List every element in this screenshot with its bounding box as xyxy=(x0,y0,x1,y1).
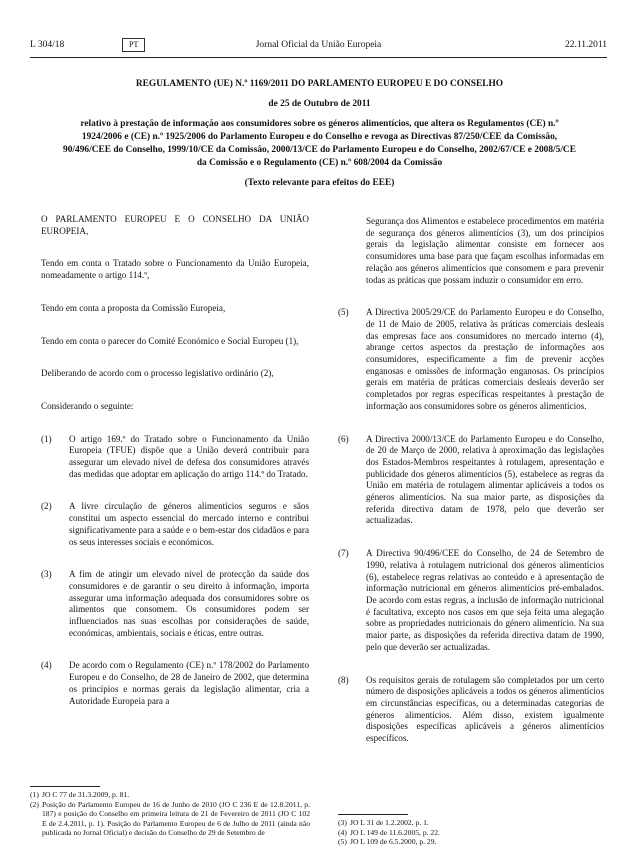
right-footnotes xyxy=(338,818,604,847)
footnote-key: (1) xyxy=(30,790,39,799)
footnote xyxy=(30,800,310,838)
recital-text: Os requisitos gerais de rotulagem são completados por um certo número de disposições aplicáveis a todos os géneros alimentícios em circunstâncias específicas, ou a determinadas categorias de géneros alimentícios. Além disso, existem igualmente disposições específicas aplicáveis a géneros alimentícios específicos. xyxy=(366,674,604,744)
citation-proposal: Tendo em conta a proposta da Comissão Europeia, xyxy=(41,302,226,313)
recital-item xyxy=(338,307,604,412)
page-header xyxy=(30,40,607,54)
recital-text: O artigo 169.º do Tratado sobre o Funcionamento da União Europeia (TFUE) dispõe que a União deverá contribuir para assegurar um elevado nível de defesa dos consumidores através das medidas que adoptar em aplicação do artigo 114.º do Tratado. xyxy=(69,433,309,479)
recital-number: (5) xyxy=(338,307,349,318)
header-rule xyxy=(30,57,607,58)
publication-date: 22.11.2011 xyxy=(564,40,607,50)
recital-text: A Directiva 2005/29/CE do Parlamento Europeu e do Conselho, de 11 de Maio de 2005, relativa às práticas comerciais desleais das empresas face aos consumidores no mercado interno (4), abrange certos aspectos da prestação de informações aos consumidores, especificamente a fim de prevenir acções enganosas e omissões de informação enganosas. Os princípios gerais em matéria de práticas comerciais desleais deverão ser completados por regras específicas respeitantes à prestação de informação aos consumidores sobre os géneros alimentícios. xyxy=(366,307,604,411)
recital-text: A fim de atingir um elevado nível de protecção da saúde dos consumidores e de garantir o seu direito à informação, importa assegurar uma informação adequada dos consumidores sobre os alimentos que consomem. Os consumidores podem ser influenciados nas suas escolhas por considerações de saúde, económicas, ambientais, sociais e éticas, entre outras. xyxy=(69,569,309,638)
left-footnotes xyxy=(30,790,310,838)
regulation-title-block xyxy=(60,78,579,197)
eea-relevance: (Texto relevante para efeitos do EEE) xyxy=(244,178,395,188)
recital-item xyxy=(41,434,309,481)
recital-item xyxy=(338,675,604,745)
language-badge: PT xyxy=(122,38,145,52)
footnote-key: (4) xyxy=(338,827,347,837)
footnote-text: JO L 109 de 6.5.2000, p. 29. xyxy=(350,837,437,846)
footnote-key: (3) xyxy=(338,818,347,827)
recital-item xyxy=(41,501,309,548)
citation-opinion: Tendo em conta o parecer do Comité Económico e Social Europeu (1), xyxy=(41,335,299,346)
regulation-subject: relativo à prestação de informação aos consumidores sobre os géneros alimentícios, que altera os Regulamentos (CE) n.º 1924/2006 e (CE) n.º 1925/2006 do Parlamento Europeu e do Conselho e revoga as Directivas 87/250/CEE da Comissão, 90/496/CEE do Conselho, 1999/10/CE da Comissão, 2000/13/CE do Parlamento Europeu e do Conselho, 2002/67/CE e 2008/5/CE da Comissão e o Regulamento (CE) n.º 608/2004 da Comissão xyxy=(63,119,576,168)
footnote xyxy=(30,790,310,800)
footnote-text: Posição do Parlamento Europeu de 16 de Junho de 2010 (JO C 236 E de 12.8.2011, p. 187) e posição do Conselho em primeira leitura de 21 de Fevereiro de 2011 (JO C 102 E de 2.4.2011, p. 1). Posição do Parlamento Europeu de 6 de Julho de 2011 (ainda não publicada no Jornal Oficial) e decisão do Conselho de 29 de Setembro de xyxy=(42,799,310,837)
footnote xyxy=(338,818,604,828)
recital-continuation: Segurança dos Alimentos e estabelece procedimentos em matéria de segurança dos géneros alimentícios (3), um dos princípios gerais da legislação alimentar consiste em fornecer aos consumidores uma base para que façam escolhas informadas em relação aos géneros alimentícios que consomem e para prevenir todas as práticas que possam induzir o consumidor em erro. xyxy=(366,216,604,285)
recital-text: A livre circulação de géneros alimentícios seguros e sãos constitui um aspecto essencial do mercado interno e contribui significativamente para a saúde e o bem-estar dos cidadãos e para os seus interesses sociais e económicos. xyxy=(69,501,309,547)
citation-procedure: Deliberando de acordo com o processo legislativo ordinário (2), xyxy=(41,368,274,379)
recital-number: (6) xyxy=(338,433,349,444)
footnote xyxy=(338,828,604,838)
preamble-parties: O PARLAMENTO EUROPEU E O CONSELHO DA UNIÃO EUROPEIA, xyxy=(41,214,309,236)
citation-treaty: Tendo em conta o Tratado sobre o Funcionamento da União Europeia, nomeadamente o artigo 114.º, xyxy=(41,258,309,281)
regulation-title: REGULAMENTO (UE) N.º 1169/2011 DO PARLAMENTO EUROPEU E DO CONSELHO xyxy=(135,79,504,89)
recital-item xyxy=(41,569,309,639)
recitals-intro: Considerando o seguinte: xyxy=(41,400,134,411)
footnote-text: JO L 31 de 1.2.2002, p. 1. xyxy=(350,818,429,827)
recital-number: (1) xyxy=(41,433,52,444)
recital-text: A Directiva 2000/13/CE do Parlamento Europeu e do Conselho, de 20 de Março de 2000, relativa à aproximação das legislações dos Estados-Membros respeitantes à rotulagem, apresentação e publicidade dos géneros alimentícios (5), estabelece as regras da União em matéria de rotulagem alimentar aplicáveis a todos os géneros alimentícios. Na sua maior parte, as disposições da referida directiva datam de 1978, pelo que deverão ser actualizadas. xyxy=(366,433,604,526)
recital-number: (7) xyxy=(338,548,349,559)
journal-reference: L 304/18 xyxy=(30,40,65,50)
recital-number: (3) xyxy=(41,569,52,580)
recital-number: (2) xyxy=(41,501,52,512)
recital-item xyxy=(338,548,604,653)
footnote-key: (2) xyxy=(30,799,39,809)
regulation-date: de 25 de Outubro de 2011 xyxy=(268,99,371,109)
recital-text: A Directiva 90/496/CEE do Conselho, de 24 de Setembro de 1990, relativa à rotulagem nutricional dos géneros alimentícios (6), estabelece regras relativas ao conteúdo e à apresentação de informação nutricional em géneros alimentícios pré-embalados. De acordo com estas regras, a inclusão de informação nutricional é facultativa, excepto nos casos em que seja feita uma alegação sobre as propriedades nutricionais do género alimentício. Na sua maior parte, as disposições da referida directiva datam de 1990, pelo que deverão ser actualizadas. xyxy=(366,548,604,652)
footnote xyxy=(338,837,604,847)
recital-text: De acordo com o Regulamento (CE) n.º 178/2002 do Parlamento Europeu e do Conselho, de 28 de Janeiro de 2002, que determina os princípios e normas gerais da legislação alimentar, cria a Autoridade Europeia para a xyxy=(69,660,309,706)
journal-title: Jornal Oficial da União Europeia xyxy=(255,40,382,50)
footnote-text: JO L 149 de 11.6.2005, p. 22. xyxy=(350,827,440,837)
footnote-rule xyxy=(30,786,100,787)
right-column xyxy=(338,216,604,766)
recital-number: (4) xyxy=(41,660,52,671)
footnote-text: JO C 77 de 31.3.2009, p. 81. xyxy=(42,790,130,799)
footnote-rule xyxy=(338,814,408,815)
footnote-key: (5) xyxy=(338,837,347,846)
recital-item xyxy=(338,434,604,528)
recital-item xyxy=(41,660,309,707)
recital-number: (8) xyxy=(338,674,349,685)
left-column xyxy=(41,214,309,728)
